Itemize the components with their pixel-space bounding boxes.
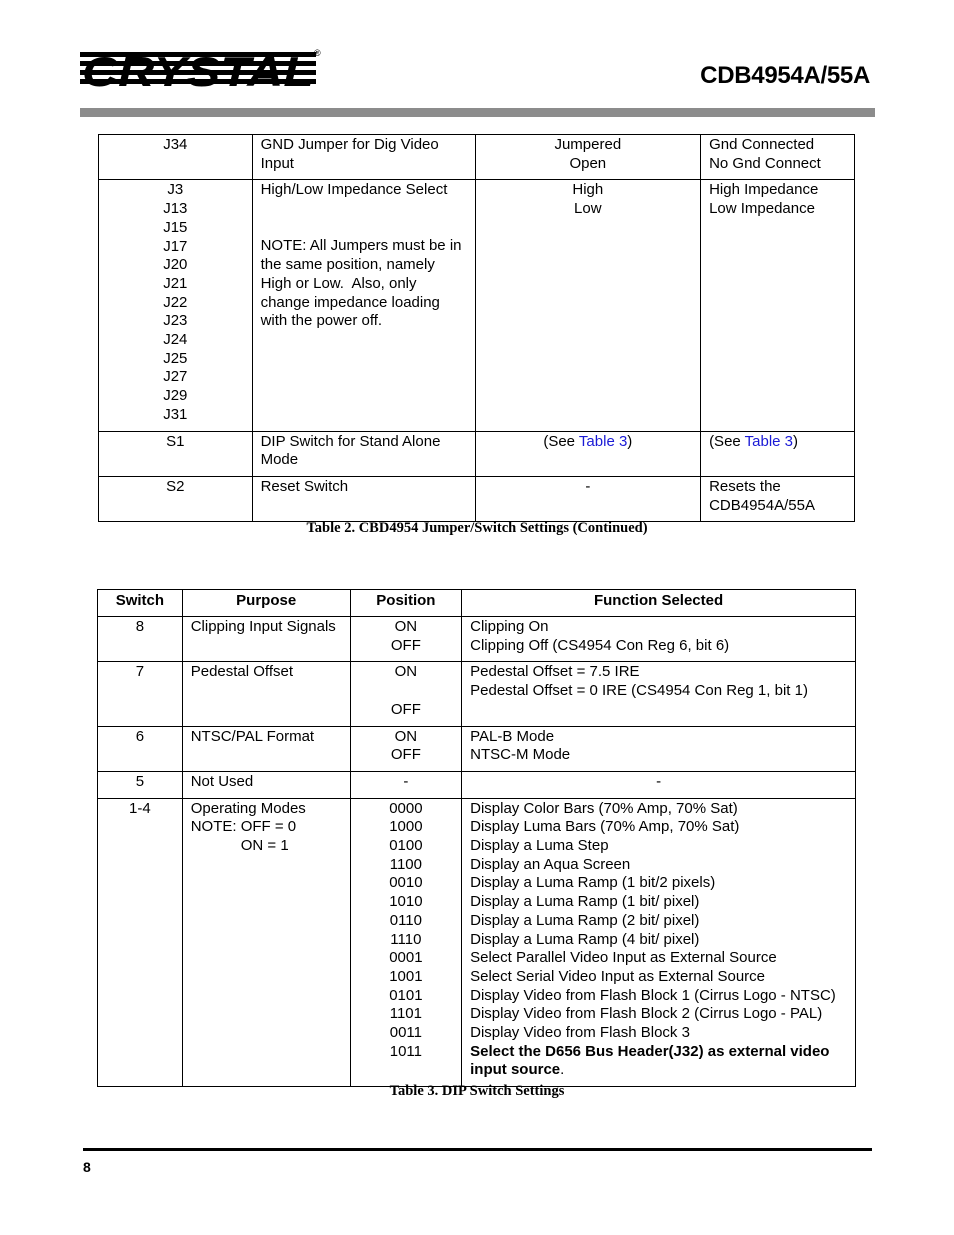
purpose-cell: Clipping Input Signals bbox=[182, 617, 350, 662]
table-row bbox=[99, 476, 855, 521]
position-cell: - bbox=[350, 771, 462, 798]
function-cell: High/Low Impedance Select NOTE: All Jumpers must be in the same position, namely High or Low. Also, only change impedance loading with the power off. bbox=[252, 180, 475, 431]
function-cell: PAL-B Mode NTSC-M Mode bbox=[462, 726, 856, 771]
table-row bbox=[98, 798, 856, 1087]
document-id: CDB4954A/55A bbox=[700, 62, 870, 89]
table3-link[interactable]: Table 3 bbox=[744, 432, 794, 450]
position-cell: ON OFF bbox=[350, 662, 462, 726]
position-cell: Jumpered Open bbox=[475, 135, 701, 180]
position-cell: - bbox=[475, 476, 701, 521]
table-row bbox=[98, 726, 856, 771]
purpose-cell: Operating Modes NOTE: OFF = 0 ON = 1 bbox=[182, 798, 350, 1087]
footer-rule bbox=[83, 1148, 872, 1151]
function-cell: Clipping On Clipping Off (CS4954 Con Reg 6, bit 6) bbox=[462, 617, 856, 662]
registered-mark: ® bbox=[314, 48, 321, 58]
function-cell: Display Color Bars (70% Amp, 70% Sat) Display Luma Bars (70% Amp, 70% Sat) Display a Luma Step Display an Aqua Screen Display a Luma Ramp (1 bit/2 pixels) Display a Luma Ramp (1 bit/ pixel) Display a Luma Ramp (2 bit/ pixel) Display a Luma Ramp (4 bit/ pixel) Select Parallel Video Input as External Source Select Serial Video Input as External Source Display Video from Flash Block 1 (Cirrus Logo - NTSC) Display Video from Flash Block 2 (Cirrus Logo - PAL) Display Video from Flash Block 3 Select the D656 Bus Header(J32) as external video input source. bbox=[462, 798, 856, 1087]
function-cell: Pedestal Offset = 7.5 IRE Pedestal Offset = 0 IRE (CS4954 Con Reg 1, bit 1) bbox=[462, 662, 856, 726]
purpose-cell: Not Used bbox=[182, 771, 350, 798]
switch-cell: 5 bbox=[98, 771, 183, 798]
table-row bbox=[99, 431, 855, 476]
table-row bbox=[99, 135, 855, 180]
function-cell: DIP Switch for Stand Alone Mode bbox=[252, 431, 475, 476]
jumper-cell: S1 bbox=[99, 431, 253, 476]
table-row bbox=[98, 771, 856, 798]
table-row bbox=[98, 617, 856, 662]
jumper-cell: J34 bbox=[99, 135, 253, 180]
header-rule bbox=[80, 108, 875, 117]
column-header: Position bbox=[350, 590, 462, 617]
table2-caption: Table 2. CBD4954 Jumper/Switch Settings (Continued) bbox=[306, 520, 648, 536]
column-header: Switch bbox=[98, 590, 183, 617]
position-cell: 0000 1000 0100 1100 0010 1010 0110 1110 0001 1001 0101 1101 0011 1011 bbox=[350, 798, 462, 1087]
jumper-cell: J3 J13 J15 J17 J20 J21 J22 J23 J24 J25 J27 J29 J31 bbox=[99, 180, 253, 431]
switch-cell: 7 bbox=[98, 662, 183, 726]
function-cell: - bbox=[462, 771, 856, 798]
header-row bbox=[98, 590, 856, 617]
result-cell: Gnd Connected No Gnd Connect bbox=[701, 135, 855, 180]
table3-link[interactable]: Table 3 bbox=[578, 432, 628, 450]
jumper-settings-table bbox=[98, 134, 855, 522]
position-cell: High Low bbox=[475, 180, 701, 431]
jumper-cell: S2 bbox=[99, 476, 253, 521]
position-cell: (See Table 3) bbox=[475, 431, 701, 476]
table-row bbox=[98, 662, 856, 726]
function-cell: GND Jumper for Dig Video Input bbox=[252, 135, 475, 180]
logo-wordmark: CRYSTAL bbox=[82, 48, 314, 92]
switch-cell: 1-4 bbox=[98, 798, 183, 1087]
result-cell: High Impedance Low Impedance bbox=[701, 180, 855, 431]
switch-cell: 8 bbox=[98, 617, 183, 662]
table-row bbox=[99, 180, 855, 431]
position-cell: ON OFF bbox=[350, 617, 462, 662]
function-cell: Reset Switch bbox=[252, 476, 475, 521]
result-cell: (See Table 3) bbox=[701, 431, 855, 476]
column-header: Function Selected bbox=[462, 590, 856, 617]
page-number: 8 bbox=[83, 1159, 91, 1175]
switch-cell: 6 bbox=[98, 726, 183, 771]
result-cell: Resets the CDB4954A/55A bbox=[701, 476, 855, 521]
table3-caption: Table 3. DIP Switch Settings bbox=[389, 1083, 565, 1099]
position-cell: ON OFF bbox=[350, 726, 462, 771]
purpose-cell: Pedestal Offset bbox=[182, 662, 350, 726]
purpose-cell: NTSC/PAL Format bbox=[182, 726, 350, 771]
crystal-logo bbox=[80, 46, 320, 92]
column-header: Purpose bbox=[182, 590, 350, 617]
dip-switch-table bbox=[97, 589, 856, 1087]
